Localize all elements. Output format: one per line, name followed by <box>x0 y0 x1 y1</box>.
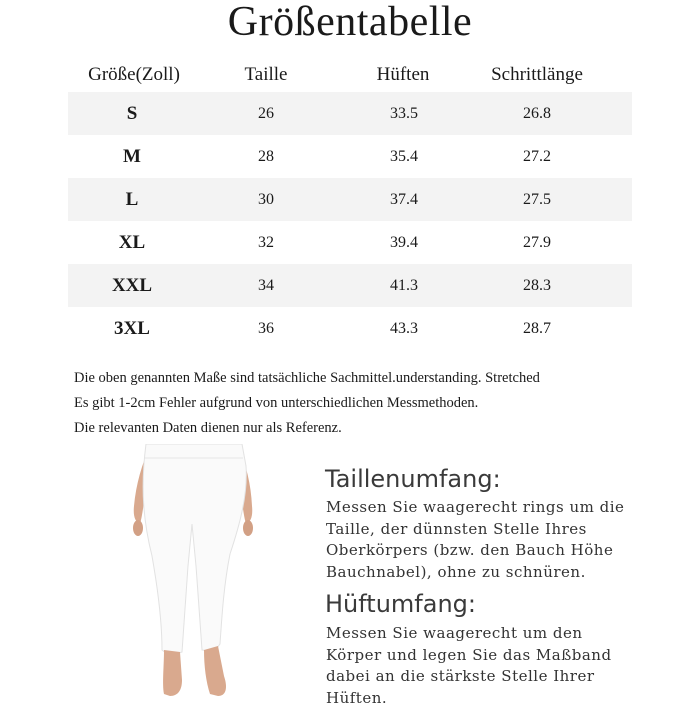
size-label: L <box>126 189 139 211</box>
description-line: Bauchnabel), ohne zu schnüren. <box>326 562 624 584</box>
inseam-value: 26.8 <box>523 105 551 123</box>
description-line: Hüften. <box>326 688 612 709</box>
inseam-value: 28.3 <box>523 277 551 295</box>
leggings <box>143 444 246 656</box>
hip-value: 33.5 <box>390 105 418 123</box>
waist-value: 32 <box>258 234 274 252</box>
hip-value: 39.4 <box>390 234 418 252</box>
header-inseam: Schrittlänge <box>491 64 583 86</box>
page-title: Größentabelle <box>0 0 700 46</box>
inseam-value: 27.9 <box>523 234 551 252</box>
description-line: Messen Sie waagerecht um den <box>326 623 612 645</box>
header-hips: Hüften <box>377 64 430 86</box>
hip-value: 43.3 <box>390 320 418 338</box>
waist-heading: Taillenumfang: <box>325 465 501 493</box>
waist-value: 30 <box>258 191 274 209</box>
left-hand <box>133 520 143 536</box>
right-foot <box>204 646 226 696</box>
table-row <box>68 221 632 264</box>
table-row <box>68 307 632 350</box>
size-label: S <box>127 103 138 125</box>
description-line: Taille, der dünnsten Stelle Ihres <box>326 519 624 541</box>
hip-value: 35.4 <box>390 148 418 166</box>
hip-value: 37.4 <box>390 191 418 209</box>
hip-description <box>326 623 612 709</box>
left-foot <box>163 650 182 696</box>
waist-value: 26 <box>258 105 274 123</box>
description-line: Oberkörpers (bzw. den Bauch Höhe <box>326 540 624 562</box>
right-hand <box>243 520 253 536</box>
table-row <box>68 264 632 307</box>
header-waist: Taille <box>245 64 288 86</box>
inseam-value: 27.2 <box>523 148 551 166</box>
size-label: 3XL <box>114 318 150 340</box>
table-row <box>68 135 632 178</box>
hip-value: 41.3 <box>390 277 418 295</box>
measurement-notes <box>74 366 540 441</box>
hip-heading: Hüftumfang: <box>325 590 476 618</box>
waist-value: 28 <box>258 148 274 166</box>
inseam-value: 27.5 <box>523 191 551 209</box>
size-label: M <box>123 146 141 168</box>
waist-description <box>326 497 624 583</box>
size-label: XXL <box>112 275 152 297</box>
size-table <box>68 58 632 350</box>
header-size: Größe(Zoll) <box>88 64 180 86</box>
note-line: Es gibt 1-2cm Fehler aufgrund von unterschiedlichen Messmethoden. <box>74 391 540 416</box>
note-line: Die relevanten Daten dienen nur als Referenz. <box>74 416 540 441</box>
note-line: Die oben genannten Maße sind tatsächliche Sachmittel.understanding. Stretched <box>74 366 540 391</box>
inseam-value: 28.7 <box>523 320 551 338</box>
description-line: Messen Sie waagerecht rings um die <box>326 497 624 519</box>
size-label: XL <box>119 232 145 254</box>
waist-value: 34 <box>258 277 274 295</box>
description-line: Körper und legen Sie das Maßband <box>326 645 612 667</box>
table-row <box>68 92 632 135</box>
table-row <box>68 178 632 221</box>
table-header <box>68 58 632 92</box>
leggings-model-image <box>118 444 268 700</box>
waist-value: 36 <box>258 320 274 338</box>
description-line: dabei an die stärkste Stelle Ihrer <box>326 666 612 688</box>
